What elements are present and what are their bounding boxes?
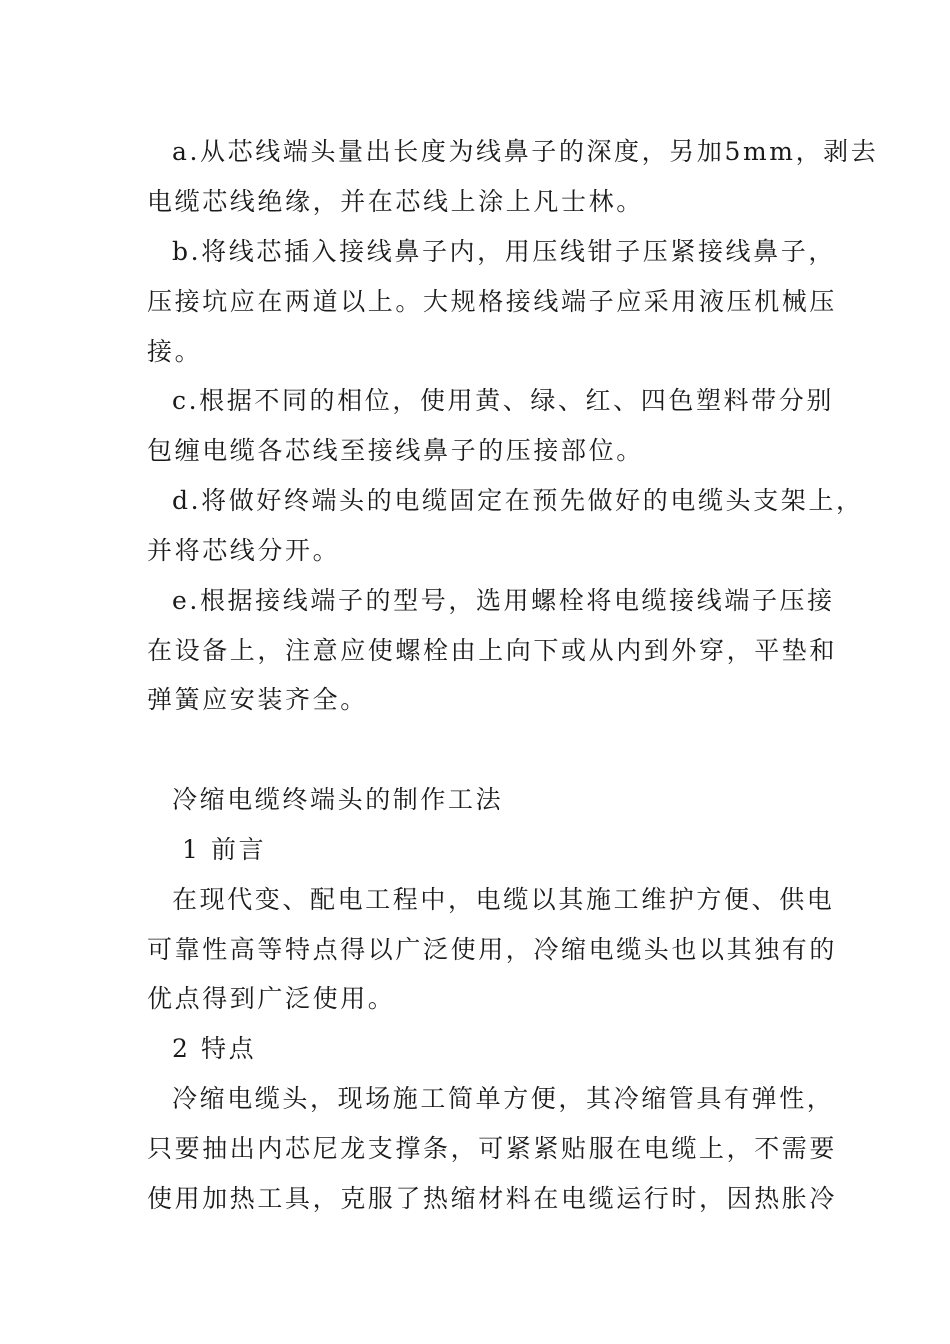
section-1-line-1: 在现代变、配电工程中，电缆以其施工维护方便、供电 — [172, 885, 835, 914]
section-2-line-2: 只要抽出内芯尼龙支撑条，可紧紧贴服在电缆上，不需要 — [147, 1134, 838, 1163]
section-2-line-1: 冷缩电缆头，现场施工简单方便，其冷缩管具有弹性， — [172, 1084, 835, 1113]
paragraph-e-line-3: 弹簧应安装齐全。 — [147, 685, 368, 714]
paragraph-a-line-1: a.从芯线端头量出长度为线鼻子的深度，另加5mm，剥去 — [172, 137, 879, 166]
document-title: 冷缩电缆终端头的制作工法 — [172, 785, 504, 814]
paragraph-b-line-2: 压接坑应在两道以上。大规格接线端子应采用液压机械压 — [147, 287, 838, 316]
section-1-line-2: 可靠性高等特点得以广泛使用，冷缩电缆头也以其独有的 — [147, 935, 838, 964]
paragraph-b-line-3: 接。 — [147, 337, 203, 366]
paragraph-c-line-1: c.根据不同的相位，使用黄、绿、红、四色塑料带分别 — [172, 386, 834, 415]
paragraph-a-line-2: 电缆芯线绝缘，并在芯线上涂上凡士林。 — [147, 187, 644, 216]
section-2-line-3: 使用加热工具，克服了热缩材料在电缆运行时，因热胀冷 — [147, 1184, 838, 1213]
section-1-heading: 1 前言 — [182, 835, 267, 864]
paragraph-e-line-2: 在设备上，注意应使螺栓由上向下或从内到外穿，平垫和 — [147, 636, 838, 665]
paragraph-d-line-1: d.将做好终端头的电缆固定在预先做好的电缆头支架上， — [172, 486, 864, 515]
paragraph-e-line-1: e.根据接线端子的型号，选用螺栓将电缆接线端子压接 — [172, 586, 835, 615]
paragraph-b-line-1: b.将线芯插入接线鼻子内，用压线钳子压紧接线鼻子， — [172, 237, 836, 266]
section-1-line-3: 优点得到广泛使用。 — [147, 984, 396, 1013]
section-2-heading: 2 特点 — [172, 1034, 257, 1063]
paragraph-c-line-2: 包缠电缆各芯线至接线鼻子的压接部位。 — [147, 436, 644, 465]
paragraph-d-line-2: 并将芯线分开。 — [147, 536, 341, 565]
